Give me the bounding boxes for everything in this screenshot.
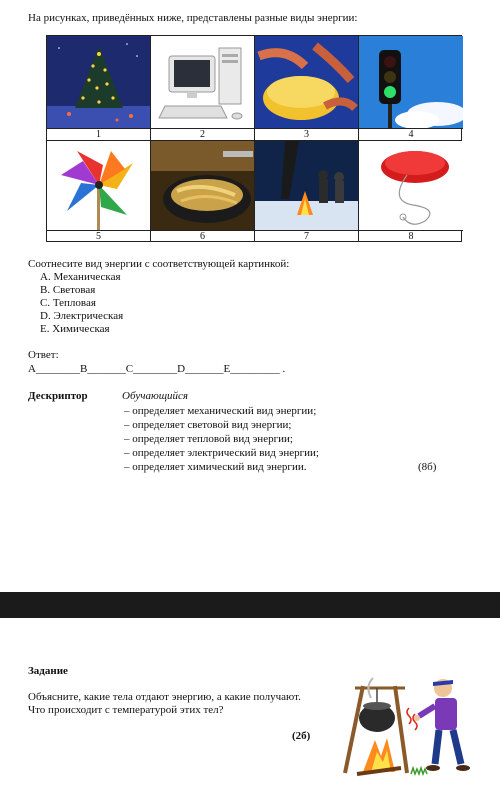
descriptor-item: – определяет электрический вид энергии; [124,447,319,459]
answer-line: A________B_______C________D_______E_________ . [28,363,286,375]
descriptor-label: Дескриптор [28,390,88,402]
image-number-4: 4 [359,128,463,140]
image-number-2: 2 [151,128,255,140]
image-number-3: 3 [255,128,359,140]
man-warming-hands-by-campfire-picture [335,668,480,778]
task2-line-1: Объясните, какие тела отдают энергию, а какие получают. [28,691,301,703]
image-cell-1 [47,36,151,128]
image-cell-4 [359,36,463,128]
image-number-5: 5 [47,230,151,241]
images-table [46,35,462,242]
image-cell-2 [151,36,255,128]
drum-hands-picture [255,36,359,128]
image-number-1: 1 [47,128,151,140]
descriptor-sub: Обучающийся [122,390,189,402]
option-a: A. Механическая [40,271,121,283]
campfire-people-picture [255,141,359,230]
image-cell-7 [255,141,359,230]
image-cell-3 [255,36,359,128]
points-label: (8б) [418,461,437,473]
image-cell-8 [359,141,463,230]
image-number-8: 8 [359,230,463,241]
points-label-2: (2б) [292,730,311,742]
image-number-6: 6 [151,230,255,241]
descriptor-item: – определяет химический вид энергии. [124,461,307,473]
food-in-pan-picture [151,141,255,230]
intro-text: На рисунках, приведённых ниже, представлены разные виды энергии: [28,12,358,24]
option-b: B. Световая [40,284,96,296]
image-cell-5 [47,141,151,230]
task2-image [335,668,480,778]
page-separator [0,592,500,618]
descriptor-item: – определяет механический вид энергии; [124,405,317,417]
option-c: C. Тепловая [40,297,96,309]
task2-title: Задание [28,665,68,677]
task2-line-2: Что происходит с температурой этих тел? [28,704,224,716]
image-number-7: 7 [255,230,359,241]
image-cell-6 [151,141,255,230]
descriptor-item: – определяет световой вид энергии; [124,419,292,431]
option-d: D. Электрическая [40,310,124,322]
christmas-tree-lights-picture [47,36,151,128]
yo-yo-picture [359,141,463,230]
descriptor-item: – определяет тепловой вид энергии; [124,433,293,445]
option-e: E. Химическая [40,323,110,335]
traffic-light-picture [359,36,463,128]
pinwheel-picture [47,141,151,230]
task-text: Соотнесите вид энергии с соответствующей картинкой: [28,258,290,270]
answer-label: Ответ: [28,349,59,361]
desktop-computer-picture [151,36,255,128]
